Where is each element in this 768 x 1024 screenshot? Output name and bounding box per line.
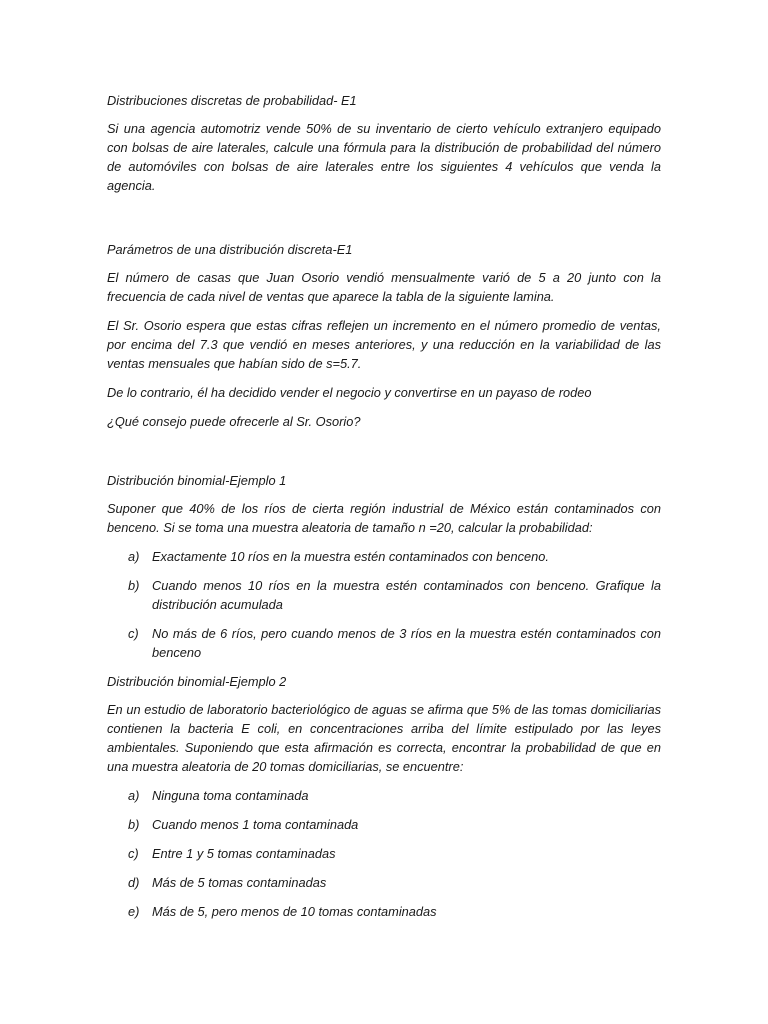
list-binomial-example-1 xyxy=(107,547,661,662)
list-item xyxy=(107,844,661,863)
section-title-binomial-example-2: Distribución binomial-Ejemplo 2 xyxy=(107,674,287,689)
list-item-text: Exactamente 10 ríos en la muestra estén contaminados con benceno. xyxy=(152,549,549,564)
paragraph-ecoli-problem: En un estudio de laboratorio bacteriológico de aguas se afirma que 5% de las tomas domiciliarias contienen la bacteria E coli, en concentraciones arriba del límite estipulado por las leyes ambientales. Suponiendo que esta afirmación es correcta, encontrar la probabilidad de que en una muestra aleatoria de 20 tomas domiciliarias, se encuentre: xyxy=(107,702,661,774)
list-item xyxy=(107,786,661,805)
list-item xyxy=(107,815,661,834)
list-item-marker: e) xyxy=(128,904,140,919)
list-item-text: No más de 6 ríos, pero cuando menos de 3 ríos en la muestra estén contaminados con benceno xyxy=(152,626,661,660)
list-item-text: Cuando menos 10 ríos en la muestra estén contaminados con benceno. Grafique la distribución acumulada xyxy=(152,578,661,612)
list-item-marker: b) xyxy=(128,578,140,593)
paragraph-osorio-expectation: El Sr. Osorio espera que estas cifras reflejen un incremento en el número promedio de ventas, por encima del 7.3 que vendió en meses anteriores, y una reducción en la variabilidad de las ventas mensuales que habían sido de s=5.7. xyxy=(107,318,661,371)
list-item xyxy=(107,624,661,662)
paragraph-osorio-question: ¿Qué consejo puede ofrecerle al Sr. Osorio? xyxy=(107,414,361,429)
list-item xyxy=(107,902,661,921)
section-title-discrete-distributions: Distribuciones discretas de probabilidad- E1 xyxy=(107,93,357,108)
list-item-marker: c) xyxy=(128,626,139,641)
document-page xyxy=(107,91,661,921)
paragraph-osorio-sales: El número de casas que Juan Osorio vendió mensualmente varió de 5 a 20 junto con la frecuencia de cada nivel de ventas que aparece la tabla de la siguiente lamina. xyxy=(107,270,661,304)
paragraph-osorio-alternative: De lo contrario, él ha decidido vender el negocio y convertirse en un payaso de rodeo xyxy=(107,385,592,400)
list-item-text: Cuando menos 1 toma contaminada xyxy=(152,817,359,832)
paragraph-rivers-problem: Suponer que 40% de los ríos de cierta región industrial de México están contaminados con benceno. Si se toma una muestra aleatoria de tamaño n =20, calcular la probabilidad: xyxy=(107,501,661,535)
list-item-marker: d) xyxy=(128,875,140,890)
list-item-text: Más de 5 tomas contaminadas xyxy=(152,875,327,890)
list-item-marker: a) xyxy=(128,788,140,803)
list-item-marker: c) xyxy=(128,846,139,861)
list-item-marker: b) xyxy=(128,817,140,832)
list-item xyxy=(107,873,661,892)
list-item xyxy=(107,547,661,566)
section-title-discrete-parameters: Parámetros de una distribución discreta-E1 xyxy=(107,242,353,257)
list-item-text: Más de 5, pero menos de 10 tomas contaminadas xyxy=(152,904,437,919)
list-item-text: Entre 1 y 5 tomas contaminadas xyxy=(152,846,336,861)
list-item xyxy=(107,576,661,614)
section-title-binomial-example-1: Distribución binomial-Ejemplo 1 xyxy=(107,473,287,488)
paragraph-agency-problem: Si una agencia automotriz vende 50% de su inventario de cierto vehículo extranjero equipado con bolsas de aire laterales, calcule una fórmula para la distribución de probabilidad del número de automóviles con bolsas de aire laterales entre los siguientes 4 vehículos que venda la agencia. xyxy=(107,121,661,193)
list-item-text: Ninguna toma contaminada xyxy=(152,788,309,803)
list-item-marker: a) xyxy=(128,549,140,564)
list-binomial-example-2 xyxy=(107,786,661,921)
